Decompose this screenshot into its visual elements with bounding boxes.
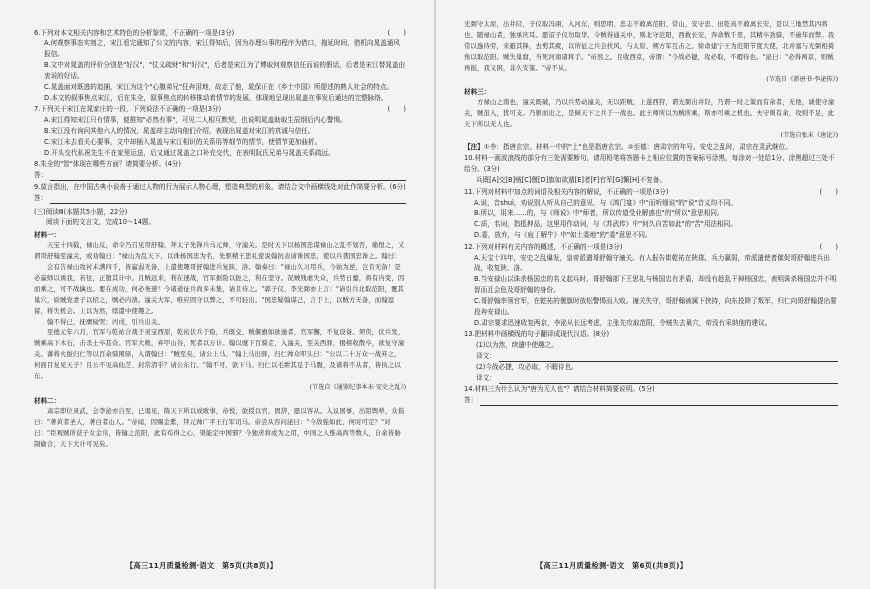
translation-label: 译文：	[476, 374, 496, 382]
question-7-stem: 7.下列关于宋江在晁家庄的一段，下列说法不正确的一项是(3分)	[34, 105, 222, 114]
answer-paren: ( )	[387, 28, 406, 37]
option-d: D.本文的叙事焦点宋江，后在朱全，叙事焦点的转移推动着情节的发展，体现地呈现出晁盖在事发后通达的完整脉络。	[44, 93, 388, 102]
material-1-para-3: 翰不得已，抚膺恸哭；丙戌，引兵出关。	[47, 318, 164, 326]
option-a: A.何观察事态实刻之，宋江看完通知了公文的内容，宋江得知后，因为办理公事的程序为借口，拖延时间，借机向晁盖通风报信。	[44, 39, 400, 59]
question-10	[464, 153, 838, 186]
answer-paren: ( )	[387, 105, 406, 114]
question-11-stem: 11.下列对材料中加点的词语及相关内容的解说，不正确的一项是(3分)	[464, 187, 669, 196]
question-10-stem: 10.材料一画波浪线的部分有三处需要断句，请用铅笔将答题卡上相应位置的答案标号涂黑，每涂对一处给1分，涂黑超过三处不给分。(3分)	[464, 154, 835, 174]
material-1-para-2: 会有告禄山攻衬未满四千，皆羸弱无备，上遣使趣哥舒翰进兵复陕、洛。翰奏曰："禄山久习用兵，今始为逆，岂肯无备！是必羸师以诱我，若往，正堕其计中。且贼远来，利在速战，官军据险以扼之，利在坚守。况贼残虐失众，兵势日蹙，将有内变，因而乘之，可不战擒也。要在成功，何必务速！今诸道征兵尚多未集，请且待之。"郭子仪、李光弼亦上言："请引兵北取范阳，覆其巢穴，质贼党妻子以招之，贼必内溃。潼关大军，唯应固守以弊之，不可轻出。"国忠疑翰谋己，言于上，以贼方无备，而翰逗留，将失机会。上以为然，续遣中使趣之。	[34, 264, 405, 315]
option-d: D.开头交代私祝先生不在家里运送，后又通过晁盖之口补充交代，在表明阮氏兄弟与晁盖关系疏远。	[44, 148, 335, 157]
option-c: C.宋江未去看关心要事，文中却插入晁盖与宋江相识的关系用等细节的情节，使情节更加曲折。	[44, 138, 322, 147]
option-a: A.天宝十四年，安史之乱爆发，皇帝派遣哥舒翰守潼关。有人报告崔乾祐在陕郡，兵力羸弱，帝派遣使者催促哥舒翰进兵出战，收复陕、洛。	[474, 253, 830, 273]
page-5-footer: 【高三11月质量检测·语文 第5页(共8页)】	[126, 561, 278, 570]
question-14-stem: 14.材料三为什么认为"唐为无人也"？请结合材料简要说明。(5分)	[464, 385, 655, 394]
material-2-source: (节选自《新唐书·李泌传》)	[766, 75, 838, 83]
exam-page-5	[0, 0, 434, 589]
translation-line-1[interactable]	[464, 351, 838, 362]
material-2-label: 材料二：	[34, 396, 61, 405]
page-6-content	[464, 20, 838, 406]
answer-line[interactable]	[34, 193, 406, 204]
option-c: C.晁盖面对既逃的追捕，宋江为这个"心腹弟兄"狂奔泪地，故走了他，晁保正在《乡土中国》所提述的熟人社会的特点。	[44, 83, 394, 92]
notes-text: ①李：指唐玄宗。材料一中的"上"也是指唐玄宗。②至德：唐肃宗的年号。安史之乱时，肃宗在灵武继位。	[483, 142, 792, 151]
answer-line[interactable]	[34, 170, 406, 181]
material-1-para-4: 至德元年六月，官军与乾祐合战于灵宝西原，乾祐伏兵于险，兵既交，贼偃旗如欲遁者，官军懈，不复设备。须臾，伏兵发，贼乘高下木石，击杀士卒甚众。官军大败，弃甲山谷，死者以万计。翰以麾下百骑走，入潼关，至关西驿，揭榜收散卒，欲复守潼关。蕃将火拔归仁等以百余骑围驿，入谓翰曰："贼至矣，请公上马。"翰上马出驿，归仁帅众叩头曰："公以二十万众一战弃之，何面目复见天子！且公不见高仙芝、封常清乎？请公东行。"翰不可，欲下马。归仁以毛绁其足于马腹，及诸将不从者，皆执之以东。	[34, 329, 405, 381]
answer-label: 答：	[464, 396, 478, 405]
translation-label: 译文：	[476, 352, 496, 361]
question-6	[34, 28, 406, 104]
question-6-stem: 6.下列对本文相关内容和艺术特色的分析鉴赏，不正确的一项是(3分)	[34, 28, 235, 37]
material-3-para-1: 方禄山之南也，潼关既破，乃以兵势动潼关，无以距贼，上遂西狩，谓光弼出井陉，乃谓一时之策而有余者，无他，诚使守潼关，贼虽入，犹可支。乃驱而出之，是倾天下之兵于一战也。此王师所以为贼所乘，斯亦可乘之机也。夫守则有余，攻则不足，此天下所以无人也。	[464, 99, 835, 129]
question-9	[34, 182, 406, 204]
question-7	[34, 104, 406, 159]
question-10-sentence: 兵既[A]交[B]贼[C]偃[D]旗如欲遁[E]者[F]官军[G]懈[H]不复备。	[476, 176, 666, 185]
option-b: B.所以，用来……的，与《师说》中"师者，所以传道受业解惑也"的"所以"意思相同。	[474, 209, 724, 218]
option-c: C.质，名词，指抵押品，这里用作动词，与《苏武传》中"何久自苦如此"的"苦"用法相同。	[474, 220, 737, 229]
option-a: A.宋江得知宋江只有情事，便推知"必然有事"，可见二人相互默契，也说明晁盖助取生辰纲后内心警惕。	[44, 116, 347, 125]
material-2-continued: 光弼守太原，出井陉，子仪取冯翊，入河东，则思明、忠志不敢离范阳、常山，安守忠、田乾真不敢离长安，是以三地禁其四将也。随禄山者，独承庆耳。愿诏子仪勿取华，令贼得通关中，则北守范阳，西救长安，奔命数千里，其精卒劲骑，不逾年而弊。我常以逸待劳，来避其锋，去剪其疲，以所征之兵会扶风，与太原、朔方军互击之。徐命建宁王为范阳节度大使，北并塞与光弼相掎角以取范阳。贼失巢窟，当死河南诸将手。"帝然之。且收西京，帝谓："今战必捷，攻必取，不暇待也。"泌曰："必得两京，则贼再振，我又困，非久安策。"帝不从。	[464, 21, 835, 72]
answer-label: 答：	[34, 193, 48, 202]
section-title: (三)阅读Ⅲ(本题共5小题，22分)	[34, 207, 128, 216]
material-3-source: (节选自张末《唐论》)	[780, 132, 838, 140]
option-c: C.哥舒翰率领官军，在乾祐的偃旗时放松警惕而大败。潼关失守，哥舒翰被属下挟持，向东投降了叛军，归仁向哥舒翰提出要投奔安禄山。	[474, 297, 837, 317]
question-9-stem: 9.莫言指出，在中国古典小说善于通过人物的行为展示人物心理，塑造典型的形象。请结合文中画横线处对此作简要分析。(6分)	[34, 182, 406, 191]
question-12-stem: 12.下列对材料有关内容的概述，不正确的一项是(3分)	[464, 242, 623, 251]
page-6-footer: 【高三11月质量检测·语文 第6页(共8页)】	[536, 561, 688, 570]
translation-line-2[interactable]	[464, 373, 838, 384]
section-instruction: 阅读下面的文言文，完成10～14题。	[46, 218, 156, 227]
answer-paren: ( )	[819, 187, 838, 196]
option-b: B.文中对晁盖的评价分别是"好汉"，"仗义疏财"和"好汉"，后者是宋江为了博取何观察信任而说的假话，后者是宋江替晁盖由衷说的好话。	[44, 61, 406, 81]
option-d: D.肃宗要求迅速收复两京，李泌从长远考虑，主张先攻取范阳，令贼失去巢穴，帝没有采纳他的建议。	[474, 318, 772, 327]
answer-line[interactable]	[464, 395, 838, 406]
sentence-1: (1)以为然，续遣中使趣之。	[476, 341, 558, 350]
answer-label: 答：	[34, 171, 48, 180]
option-b: B.宋江没有询问其他六人的情况，晁盖却主动向他们介绍，表现出晁盖对宋江的真诚与信任。	[44, 127, 315, 136]
question-13-stem: 13.把材料中画横线的句子翻译成现代汉语。(8分)	[464, 330, 610, 339]
material-1-label: 材料一：	[34, 231, 61, 240]
answer-paren: ( )	[819, 242, 838, 251]
question-11	[464, 187, 838, 242]
sentence-2: (2)今战必捷，攻必取，不暇待也。	[476, 363, 578, 372]
option-b: B.当安禄山以诛杀杨国忠的名义起兵时，哥舒翰部下王思礼与杨国忠有矛盾，却没有趁乱干掉杨国忠，表明诛杀杨国忠并不明智而且会危及哥舒翰的身份。	[474, 275, 837, 295]
question-8	[34, 159, 406, 181]
material-3-label: 材料三：	[464, 88, 491, 97]
notes-label: 【注】	[464, 142, 484, 151]
question-13	[464, 329, 838, 384]
option-a: A.说，音shuì，劝说别人听从自己的意见，与《鸿门宴》中"而听细说"的"说"音义均不同。	[474, 198, 738, 207]
material-1-para-1: 天宝十四载，禄山反，命令乃召见哥舒翰，拜太子先锋兵马元帅，守潼关。是时天下以杨国忠谋禄山之乱不划否，痛恨之，又谓哥舒翰至潼关，或劝翰日："禄山为乱天下，以诛杨国忠为名，先驱精王思礼密说翰抗表请诛国忠，使以兵袭国忠诛之。翰曰：	[34, 242, 405, 261]
question-14	[464, 384, 838, 406]
exam-page-6	[436, 0, 870, 589]
question-8-stem: 8.朱全的"智"体现在哪些方面？请简要分析。(4分)	[34, 160, 181, 169]
page-5-content	[34, 27, 406, 450]
question-12	[464, 242, 838, 329]
material-2-para-1: 肃宗即位灵武，会李泌亦自至，已谒见，陈天下所以成败事，帝悦，欲授以官，固辞，愿以客从。入议国事，出陪舆辇，众指曰："著黄者圣人，著白者山人。"帝闻，因赐金紫，拜元帅广平王行军司马。帝尝从容问泌曰："今敌强如此，何时可定？"对曰："臣观贼所获子女金帛，皆输之范阳，此有苟得之心，渠能定中国邪？今独虏将或为之用，中国之人惟高尚等数人，自余皆胁制偷合，天下大计可见矣。	[34, 407, 405, 448]
material-1-source: (节选自《通鉴纪事本末·安史之乱》)	[309, 384, 406, 391]
option-d: D.委，放弃，与《庖丁解牛》中"如土委地"的"委"意思不同。	[474, 231, 652, 240]
annotation-notes	[464, 142, 838, 153]
